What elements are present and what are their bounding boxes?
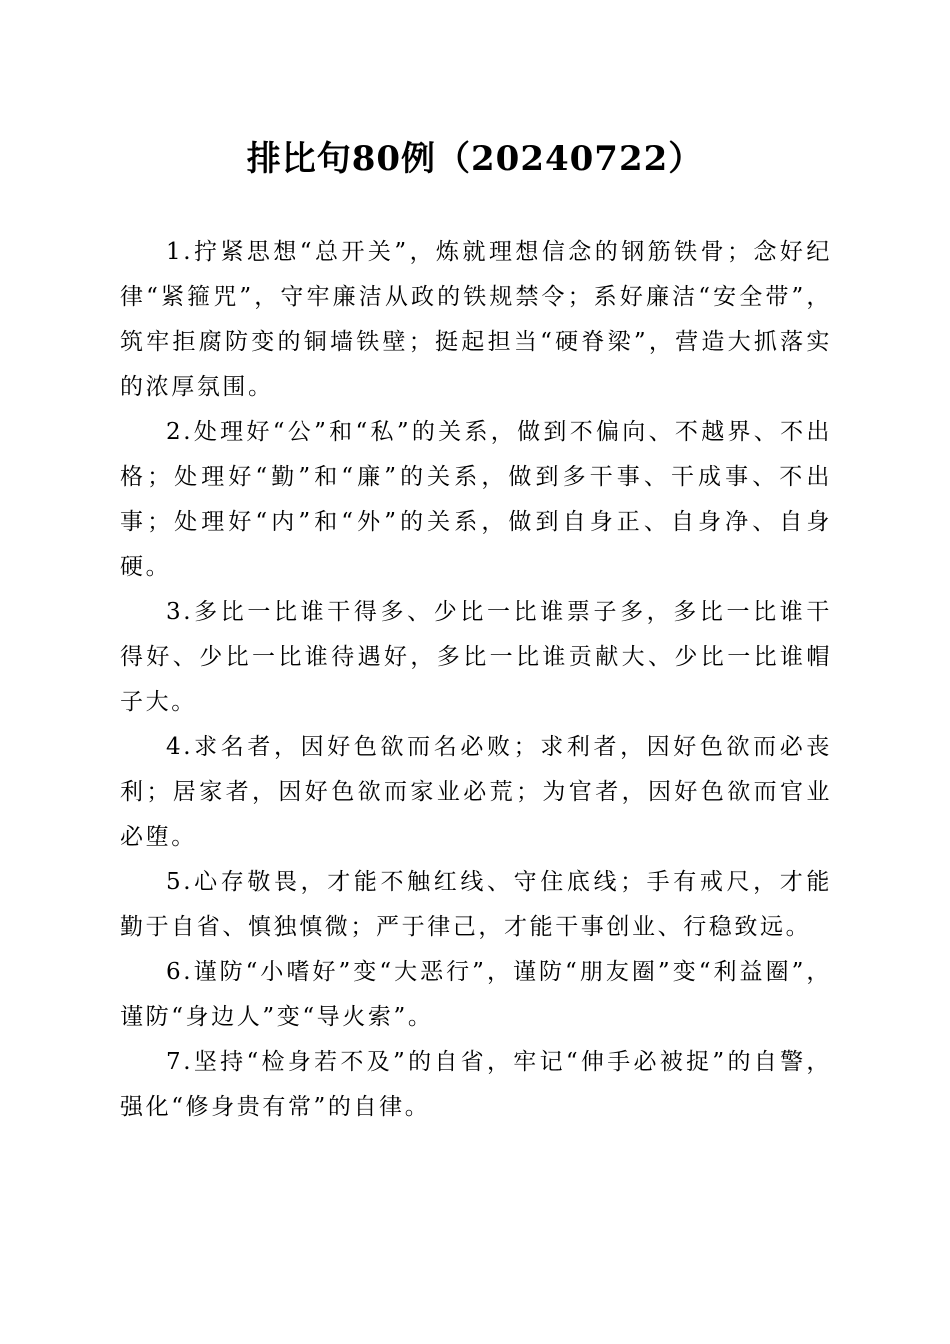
paragraph-4: 4.求名者，因好色欲而名必败；求利者，因好色欲而必丧利；居家者，因好色欲而家业必荒；为官者，因好色欲而官业必堕。	[120, 734, 832, 850]
paragraph-5: 5.心存敬畏，才能不触红线、守住底线；手有戒尺，才能勤于自省、慎独慎微；严于律己，才能干事创业、行稳致远。	[120, 869, 832, 940]
paragraph-6: 6.谨防“小嗜好”变“大恶行”，谨防“朋友圈”变“利益圈”，谨防“身边人”变“导火索”。	[120, 959, 832, 1030]
paragraph-2: 2.处理好“公”和“私”的关系，做到不偏向、不越界、不出格；处理好“勤”和“廉”的关系，做到多干事、干成事、不出事；处理好“内”和“外”的关系，做到自身正、自身净、自身硬。	[120, 419, 832, 580]
paragraph-7: 7.坚持“检身若不及”的自省，牢记“伸手必被捉”的自警，强化“修身贵有常”的自律。	[120, 1049, 832, 1120]
document-title: 排比句80例（20240722）	[246, 139, 704, 179]
paragraph-1: 1.拧紧思想“总开关”，炼就理想信念的钢筋铁骨；念好纪律“紧箍咒”，守牢廉洁从政的铁规禁令；系好廉洁“安全带”，筑牢拒腐防变的铜墙铁壁；挺起担当“硬脊梁”，营造大抓落实的浓厚氛围。	[120, 239, 832, 400]
paragraph-3: 3.多比一比谁干得多、少比一比谁票子多，多比一比谁干得好、少比一比谁待遇好，多比一比谁贡献大、少比一比谁帽子大。	[120, 599, 832, 715]
document-body	[120, 230, 832, 1130]
